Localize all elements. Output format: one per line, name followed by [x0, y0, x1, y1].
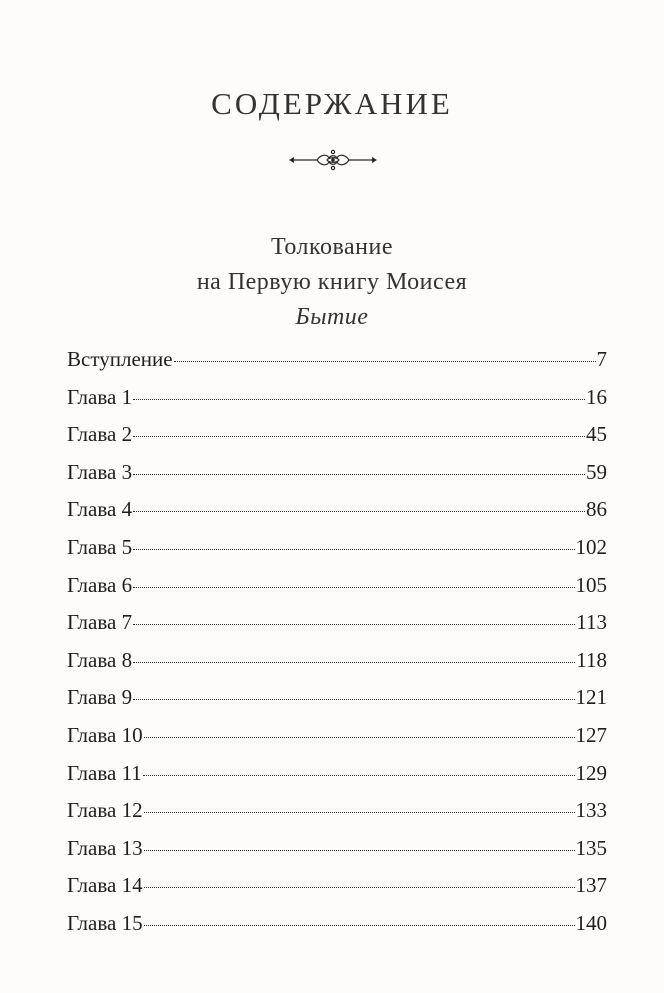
toc-entry-chapter-2[interactable]: [67, 422, 607, 460]
table-of-contents: [67, 347, 607, 949]
dot-leader: [133, 399, 585, 400]
toc-entry-page-number: 133: [575, 798, 607, 823]
toc-entry-page-number: 118: [576, 647, 607, 672]
toc-entry-chapter-1[interactable]: [67, 385, 607, 423]
toc-entry-chapter-8[interactable]: [67, 648, 607, 686]
toc-entry-label: Глава 10: [67, 722, 143, 747]
toc-entry-label: Глава 5: [67, 534, 133, 559]
toc-entry-chapter-14[interactable]: [67, 873, 607, 911]
toc-entry-introduction[interactable]: [67, 347, 607, 385]
toc-entry-label: Глава 12: [67, 798, 143, 823]
toc-entry-page-number: 59: [586, 459, 607, 484]
dot-leader: [133, 549, 574, 550]
toc-entry-chapter-4[interactable]: [67, 497, 607, 535]
toc-entry-page-number: 113: [576, 610, 607, 635]
toc-entry-chapter-7[interactable]: [67, 610, 607, 648]
toc-entry-page-number: 129: [575, 760, 607, 785]
toc-entry-label: Глава 8: [67, 647, 133, 672]
dot-leader: [144, 925, 575, 926]
toc-entry-page-number: 121: [575, 685, 607, 710]
toc-entry-label: Глава 6: [67, 572, 133, 597]
toc-entry-chapter-12[interactable]: [67, 798, 607, 836]
toc-entry-page-number: 16: [586, 384, 607, 409]
toc-entry-label: Вступление: [67, 347, 173, 371]
toc-entry-chapter-5[interactable]: [67, 535, 607, 573]
toc-entry-page-number: 127: [575, 722, 607, 747]
toc-entry-page-number: 102: [575, 534, 607, 559]
toc-entry-label: Глава 14: [67, 873, 143, 898]
toc-entry-label: Глава 3: [67, 459, 133, 484]
dot-leader: [133, 587, 574, 588]
toc-entry-label: Глава 9: [67, 685, 133, 710]
ornamental-divider-icon: [287, 147, 379, 173]
toc-entry-page-number: 105: [575, 572, 607, 597]
toc-entry-label: Глава 11: [67, 760, 142, 785]
toc-entry-chapter-3[interactable]: [67, 460, 607, 498]
dot-leader: [133, 662, 575, 663]
toc-entry-page-number: 7: [596, 347, 607, 371]
dot-leader: [133, 474, 585, 475]
section-heading-line-3: Бытие: [295, 304, 369, 330]
toc-entry-chapter-10[interactable]: [67, 723, 607, 761]
toc-entry-label: Глава 13: [67, 835, 143, 860]
toc-entry-label: Глава 15: [67, 910, 143, 935]
dot-leader: [143, 775, 575, 776]
toc-entry-chapter-15[interactable]: [67, 911, 607, 949]
dot-leader: [144, 812, 575, 813]
dot-leader: [133, 624, 575, 625]
dot-leader: [144, 887, 575, 888]
section-heading: [0, 230, 664, 335]
page-title: СОДЕРЖАНИЕ: [211, 86, 453, 121]
toc-entry-page-number: 140: [575, 910, 607, 935]
dot-leader: [144, 850, 575, 851]
toc-entry-chapter-6[interactable]: [67, 573, 607, 611]
section-heading-line-2: на Первую книгу Моисея: [196, 269, 468, 295]
toc-entry-page-number: 45: [586, 422, 607, 447]
toc-entry-page-number: 86: [586, 497, 607, 522]
dot-leader: [133, 511, 585, 512]
toc-entry-chapter-13[interactable]: [67, 836, 607, 874]
toc-entry-label: Глава 2: [67, 422, 133, 447]
toc-entry-label: Глава 1: [67, 384, 133, 409]
toc-entry-chapter-9[interactable]: [67, 685, 607, 723]
dot-leader: [133, 699, 574, 700]
toc-entry-page-number: 135: [575, 835, 607, 860]
toc-entry-label: Глава 7: [67, 610, 133, 635]
toc-entry-label: Глава 4: [67, 497, 133, 522]
dot-leader: [133, 436, 585, 437]
section-heading-line-1: Толкование: [271, 234, 393, 260]
dot-leader: [174, 361, 596, 362]
toc-entry-chapter-11[interactable]: [67, 761, 607, 799]
toc-entry-page-number: 137: [575, 873, 607, 898]
dot-leader: [144, 737, 575, 738]
